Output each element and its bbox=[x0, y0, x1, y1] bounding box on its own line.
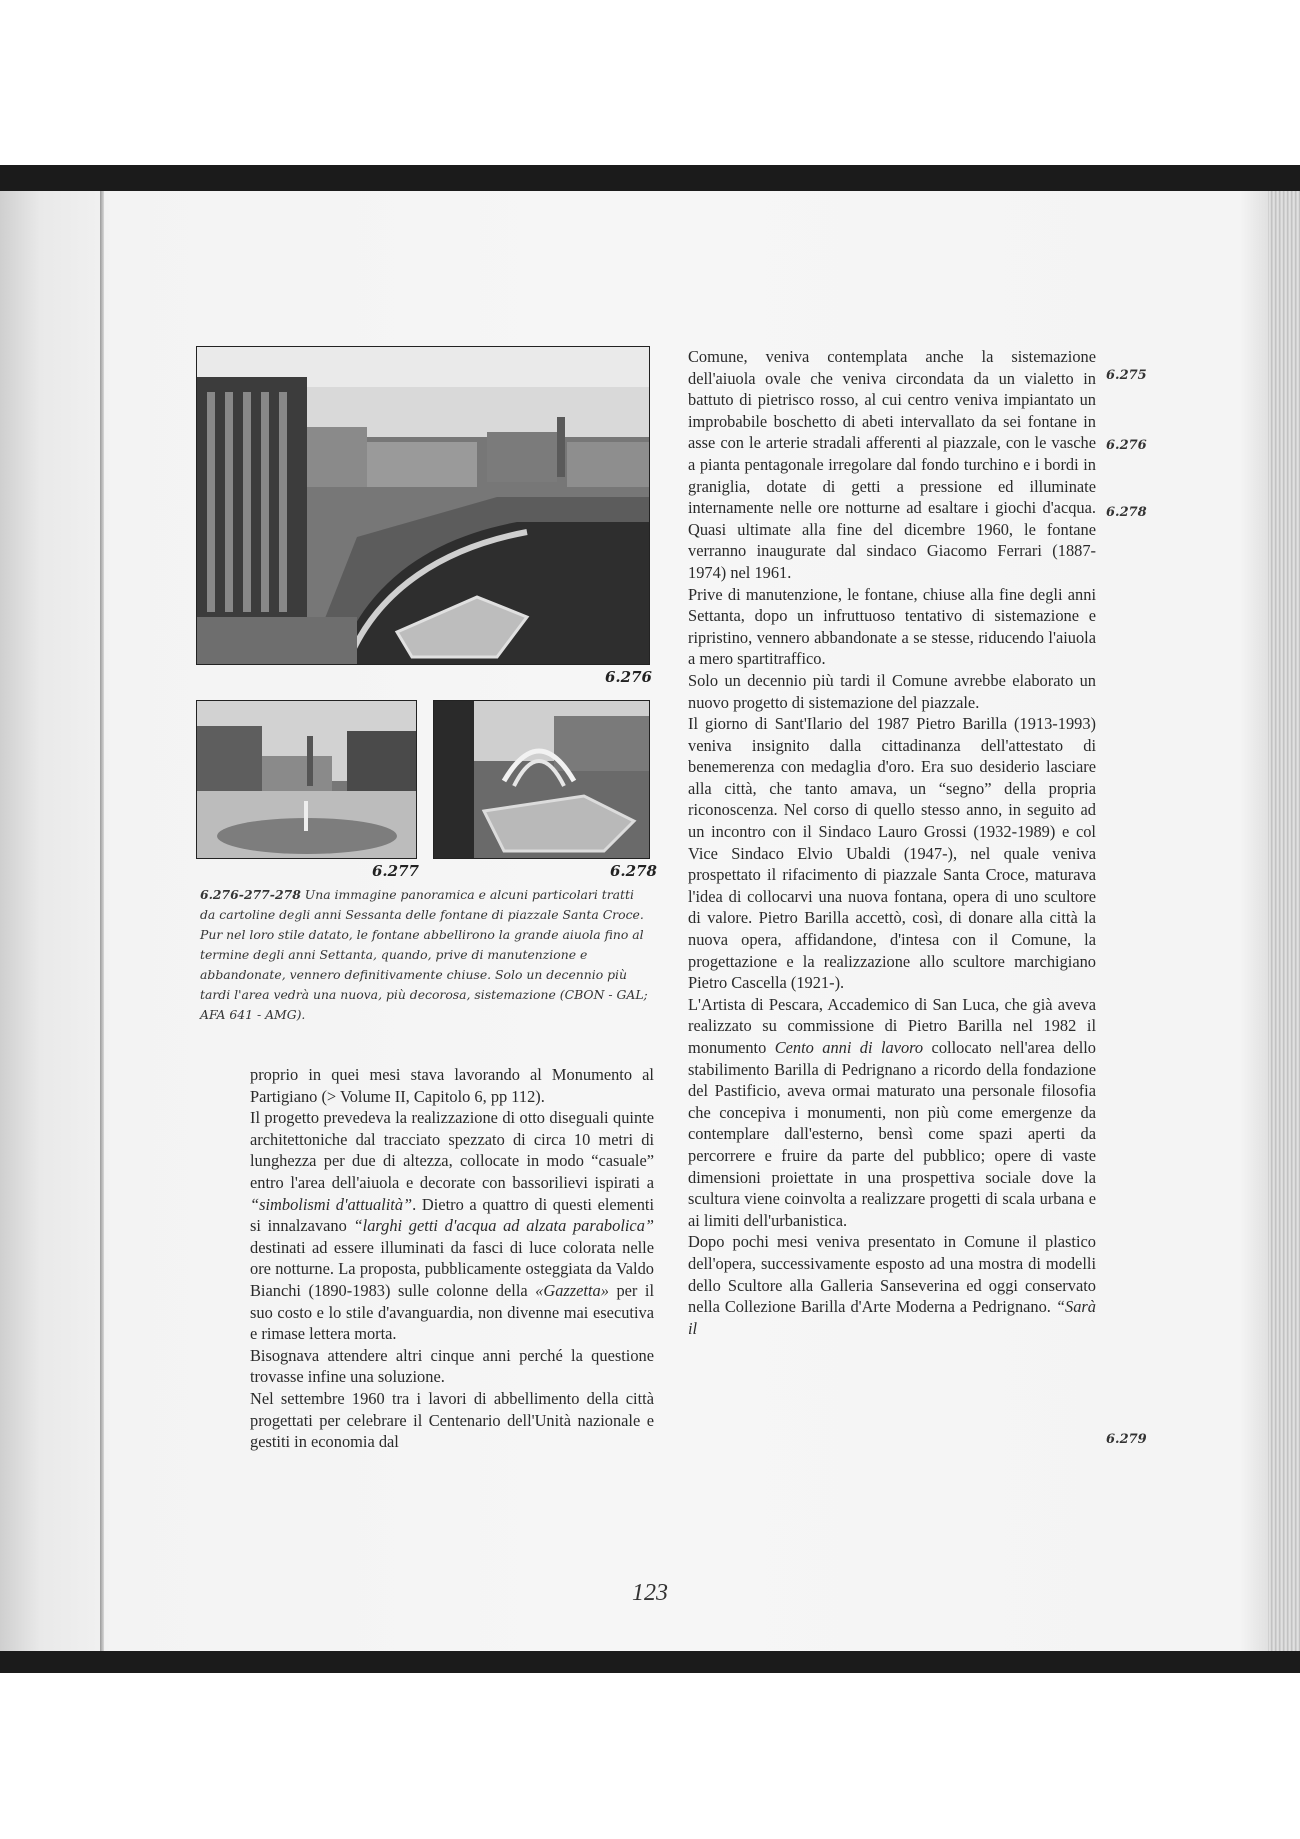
paragraph: Il giorno di Sant'Ilario del 1987 Pietro Barilla (1913-1993) veniva insignito dalla cittadinanza dell'attestato di benemerenza con medaglia d'oro. Era suo desiderio lasciare alla città, che tanto amava, un “segno” della propria riconoscenza. Nel corso di quello stesso anno, in seguito ad un incontro con il Sindaco Lauro Grossi (1932-1989) e col Vice Sindaco Elvio Ubaldi (1947-), nel quale veniva prospettato il rifacimento di piazzale Santa Croce, maturava l'idea di collocarvi una nuova fontana, opera di uno scultore di valore. Pietro Barilla accettò, così, di donare alla città la nuova opera, affidandone, d'intesa con il Comune, la progettazione e la realizzazione allo scultore marchigiano Pietro Cascella (1921-). bbox=[688, 714, 1096, 993]
figure-label-277: 6.277 bbox=[372, 862, 419, 880]
margin-ref-6-275: 6.275 bbox=[1106, 368, 1147, 383]
figure-caption bbox=[200, 885, 648, 1025]
caption-number: 6.276-277-278 bbox=[200, 887, 301, 902]
scan-top-border bbox=[0, 165, 1300, 191]
paragraph: Nel settembre 1960 tra i lavori di abbellimento della città progettati per celebrare il Centenario dell'Unità nazionale e gestiti in economia dal bbox=[250, 1388, 654, 1452]
page-edge bbox=[1268, 191, 1300, 1651]
paragraph: proprio in quei mesi stava lavorando al Monumento al Partigiano (> Volume II, Capitolo 6, pp 112). bbox=[250, 1065, 654, 1106]
figure-label-278: 6.278 bbox=[610, 862, 657, 880]
paragraph: Bisognava attendere altri cinque anni perché la questione trovasse infine una soluzione. bbox=[250, 1345, 654, 1387]
photo-fountain-postcard-1 bbox=[196, 700, 417, 859]
margin-ref-6-276: 6.276 bbox=[1106, 438, 1147, 453]
paragraph: Dopo pochi mesi veniva presentato in Comune il plastico dell'opera, successivamente esposto ad una mostra di modelli dello Scultore alla Galleria Sanseverina ed oggi conservato nella Collezione Barilla d'Arte Moderna a Pedrignano. “Sarà il bbox=[688, 1232, 1096, 1338]
margin-ref-6-279: 6.279 bbox=[1106, 1432, 1147, 1447]
scan-bottom-border bbox=[0, 1651, 1300, 1673]
figure-label-276: 6.276 bbox=[605, 668, 652, 686]
right-text-column bbox=[688, 346, 1096, 1339]
margin-ref-6-278: 6.278 bbox=[1106, 505, 1147, 520]
paragraph: Solo un decennio più tardi il Comune avrebbe elaborato un nuovo progetto di sistemazione del piazzale. bbox=[688, 670, 1096, 712]
book-gutter bbox=[100, 191, 104, 1651]
photo-panorama-piazzale bbox=[196, 346, 650, 665]
photo-fountain-postcard-2 bbox=[433, 700, 650, 859]
left-text-column bbox=[250, 1064, 654, 1453]
paragraph: Il progetto prevedeva la realizzazione di otto diseguali quinte architettoniche dal tracciato spezzato di circa 10 metri di lunghezza per due di altezza, collocate in modo “casuale” entro l'area dell'aiuola e decorate con bassorilievi ispirati a “simbolismi d'attualità”. Dietro a quattro di questi elementi si innalzavano “larghi getti d'acqua ad alzata parabolica” destinati ad essere illuminati da fasci di luce colorata nelle ore notturne. La proposta, pubblicamente osteggiata da Valdo Bianchi (1890-1983) sulle colonne della «Gazzetta» per il suo costo e lo stile d'avanguardia, non divenne mai esecutiva e rimase lettera morta. bbox=[250, 1108, 655, 1344]
paragraph: Comune, veniva contemplata anche la sistemazione dell'aiuola ovale che veniva circondata da un vialetto in battuto di pietrisco rosso, al cui centro veniva impiantato un improbabile boschetto di abeti intervallato da sei fontane in asse con le arterie stradali afferenti al piazzale, con le vasche a pianta pentagonale irregolare dal fondo turchino e i bordi in graniglia, dotate di getti a pressione ed illuminate internamente nelle ore notturne ad esaltare i giochi d'acqua. Quasi ultimate alla fine del dicembre 1960, le fontane verranno inaugurate dal sindaco Giacomo Ferrari (1887-1974) nel 1961. bbox=[688, 347, 1096, 582]
page-number: 123 bbox=[632, 1580, 668, 1606]
paragraph: L'Artista di Pescara, Accademico di San Luca, che già aveva realizzato su commissione di Pietro Barilla nel 1982 il monumento Cento anni di lavoro collocato nell'area dello stabilimento Barilla di Pedrignano a ricordo della fondazione del Pastificio, aveva ormai maturato una personale filosofia che concepiva i monumenti, non più come emergenze da contemplare dall'esterno, bensì come spazi aperti da percorrere e fruire da parte del pubblico; opere di vaste dimensioni proiettate in una prospettiva sociale dove la scultura viene coinvolta a realizzare progetti di scala urbana e ai limiti dell'urbanistica. bbox=[688, 994, 1096, 1230]
paragraph: Prive di manutenzione, le fontane, chiuse alla fine degli anni Settanta, dopo un infruttuoso tentativo di sistemazione e ripristino, vennero abbandonate a se stesse, riducendo l'aiuola a mero spartitraffico. bbox=[688, 584, 1096, 669]
caption-text: Una immagine panoramica e alcuni particolari tratti da cartoline degli anni Sessanta delle fontane di piazzale Santa Croce. Pur nel loro stile datato, le fontane abbellirono la grande aiuola fino al termine degli anni Settanta, quando, prive di manutenzione e abbandonate, vennero definitivamente chiuse. Solo un decennio più tardi l'area vedrà una nuova, più decorosa, sistemazione (CBON - GAL; AFA 641 - AMG). bbox=[200, 887, 648, 1022]
